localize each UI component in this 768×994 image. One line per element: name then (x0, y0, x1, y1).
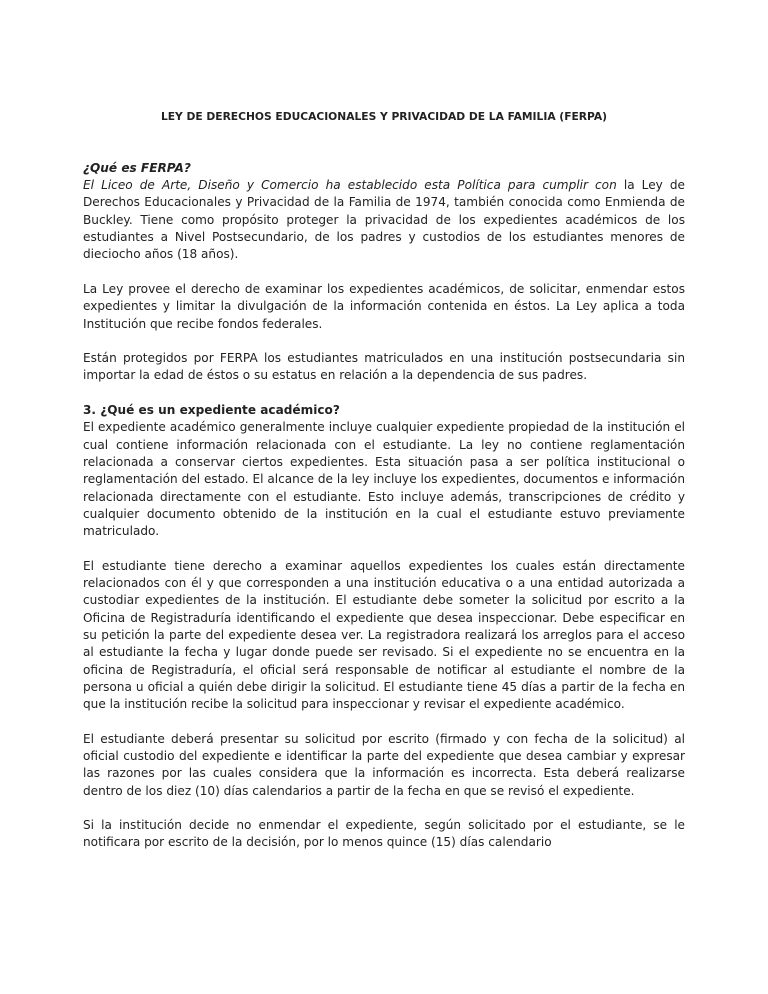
document-page (83, 108, 685, 869)
paragraph: El estudiante deberá presentar su solicitud por escrito (firmado y con fecha de la solicitud) al oficial custodio del expediente e identificar la parte del expediente que desea cambiar y expresar las razones por las cuales considera que la información es incorrecta. Esta deberá realizarse dentro de los diez (10) días calendarios a partir de la fecha en que se revisó el expediente. (83, 731, 685, 798)
paragraph (83, 177, 685, 263)
section-heading-expediente: 3. ¿Qué es un expediente académico? (83, 403, 340, 418)
paragraph-text: la Ley de Derechos Educacionales y Privacidad de la Familia de 1974, también conocida como Enmienda de Buckley. Tiene como propósito proteger la privacidad de los expedientes académicos de los estudiantes a Nivel Postsecundario, de los padres y custodios de los estudiantes menores de dieciocho años (18 años). (83, 178, 685, 262)
paragraph: Si la institución decide no enmendar el expediente, según solicitado por el estudiante, se le notificara por escrito de la decisión, por lo menos quince (15) días calendario (83, 818, 685, 850)
document-title: LEY DE DERECHOS EDUCACIONALES Y PRIVACIDAD DE LA FAMILIA (FERPA) (160, 110, 608, 123)
paragraph: La Ley provee el derecho de examinar los expedientes académicos, de solicitar, enmendar estos expedientes y limitar la divulgación de la información contenida en éstos. La Ley aplica a toda Institución que recibe fondos federales. (83, 281, 685, 331)
paragraph: El estudiante tiene derecho a examinar aquellos expedientes los cuales están directamente relacionados con él y que corresponden a una institución educativa o a una entidad autorizada a custodiar expedientes de la institución. El estudiante debe someter la solicitud por escrito a la Oficina de Registraduría identificando el expediente que desea inspeccionar. Debe especificar en su petición la parte del expediente desea ver. La registradora realizará los arreglos para el acceso al estudiante la fecha y lugar donde puede ser revisado. Si el expediente no se encuentra en la oficina de Registraduría, el oficial será responsable de notificar al estudiante el nombre de la persona u oficial a quién debe dirigir la solicitud. El estudiante tiene 45 días a partir de la fecha en que la institución recibe la solicitud para inspeccionar y revisar el expediente académico. (83, 558, 685, 712)
paragraph-italic-lead: El Liceo de Arte, Diseño y Comercio ha establecido esta Política para cumplir con (83, 178, 617, 193)
paragraph: El expediente académico generalmente incluye cualquier expediente propiedad de la institución el cual contiene información relacionada con el estudiante. La ley no contiene reglamentación relacionada a conservar ciertos expedientes. Esta situación pasa a ser política institucional o reglamentación del estado. El alcance de la ley incluye los expedientes, documentos e información relacionada directamente con el estudiante. Esto incluye además, transcripciones de crédito y cualquier documento obtenido de la institución en la cual el estudiante estuvo previamente matriculado. (83, 420, 685, 539)
section-heading-ferpa: ¿Qué es FERPA? (83, 160, 191, 175)
paragraph: Están protegidos por FERPA los estudiantes matriculados en una institución postsecundaria sin importar la edad de éstos o su estatus en relación a la dependencia de sus padres. (83, 351, 685, 383)
